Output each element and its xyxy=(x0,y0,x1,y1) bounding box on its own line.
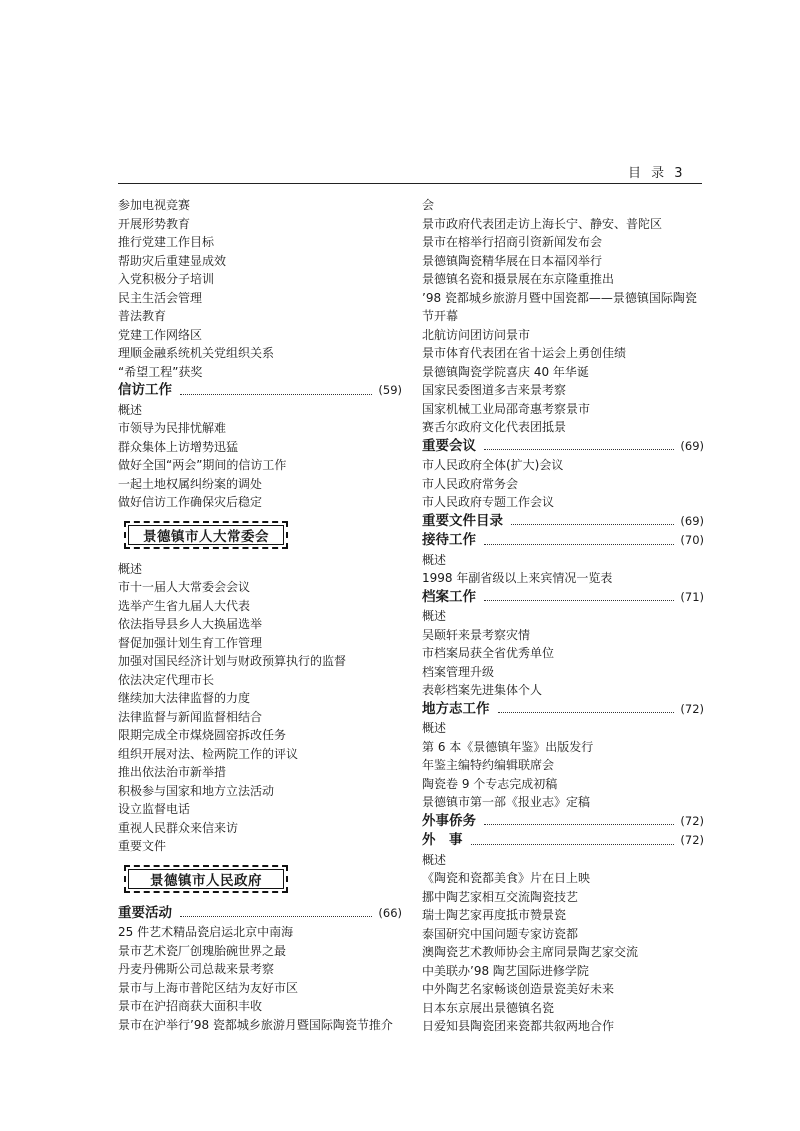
entry-title: 地方志工作 xyxy=(422,700,490,717)
toc-item[interactable]: 选举产生省九届人大代表 xyxy=(118,598,251,613)
toc-item[interactable]: 国家民委图道多吉来景考察 xyxy=(422,383,567,397)
toc-item[interactable]: 重视人民群众来信来访 xyxy=(118,820,239,835)
leader-dots xyxy=(180,393,372,395)
toc-item[interactable]: 会 xyxy=(422,198,435,212)
toc-item[interactable]: 做好全国“两会”期间的信访工作 xyxy=(118,458,287,472)
toc-item[interactable]: 表彰档案先进集体个人 xyxy=(422,683,543,697)
toc-item[interactable]: “希望工程”获奖 xyxy=(118,364,203,379)
toc-item[interactable]: 景市政府代表团走访上海长宁、静安、普陀区 xyxy=(422,216,663,231)
toc-item[interactable]: 日本东京展出景德镇名瓷 xyxy=(422,1000,555,1015)
entry-page: (69) xyxy=(680,513,704,528)
toc-item[interactable]: 推出依法治市新举措 xyxy=(118,765,227,779)
leader-dots xyxy=(484,599,674,601)
toc-item[interactable]: 依法决定代理市长 xyxy=(118,672,215,687)
toc-item[interactable]: 普法教育 xyxy=(118,309,167,323)
toc-item[interactable]: 党建工作网络区 xyxy=(118,327,203,342)
leader-dots xyxy=(511,523,674,525)
entry-page: (71) xyxy=(680,589,704,604)
toc-item[interactable]: 市人民政府全体(扩大)会议 xyxy=(422,458,564,472)
toc-item[interactable]: 国家机械工业局邵奇惠考察景市 xyxy=(422,401,591,416)
toc-item[interactable]: 泰国研究中国问题专家访瓷都 xyxy=(422,926,579,941)
toc-item[interactable]: 丹麦丹佛斯公司总裁来景考察 xyxy=(118,962,275,976)
toc-item[interactable]: 景德镇市第一部《报业志》定稿 xyxy=(422,795,591,809)
toc-item[interactable]: 群众集体上访增势迅猛 xyxy=(118,439,239,454)
dangan-list xyxy=(422,607,704,700)
zhongyao-list xyxy=(118,923,402,1034)
toc-item[interactable]: 景德镇陶瓷精华展在日本福冈举行 xyxy=(422,253,603,268)
toc-item[interactable]: 1998 年副省级以上来宾情况一览表 xyxy=(422,571,613,585)
toc-right-column xyxy=(422,196,704,1036)
toc-item[interactable]: 入党积极分子培训 xyxy=(118,272,215,286)
toc-entry-xinfang[interactable] xyxy=(118,381,402,401)
toc-item[interactable]: 概述 xyxy=(422,721,447,735)
toc-item[interactable]: 督促加强计划生育工作管理 xyxy=(118,635,263,650)
entry-title: 重要活动 xyxy=(118,904,172,921)
toc-item[interactable]: 限期完成全市煤烧圆窑拆改任务 xyxy=(118,728,287,742)
toc-item[interactable]: 做好信访工作确保灾后稳定 xyxy=(118,495,263,509)
toc-item[interactable]: 概述 xyxy=(422,609,447,623)
entry-title: 信访工作 xyxy=(118,382,172,398)
toc-item[interactable]: 一起土地权属纠纷案的调处 xyxy=(118,476,263,491)
toc-item[interactable]: 理顺金融系统机关党组织关系 xyxy=(118,346,275,360)
toc-item[interactable]: 组织开展对法、检两院工作的评议 xyxy=(118,746,299,761)
toc-item[interactable]: 重要文件 xyxy=(118,839,167,853)
toc-item[interactable]: 陶瓷卷 9 个专志完成初稿 xyxy=(422,776,558,791)
toc-item[interactable]: 概述 xyxy=(422,552,447,567)
toc-entry-zhongyao-huodong[interactable] xyxy=(118,904,402,924)
toc-item[interactable]: 吴颐轩来景考察灾情 xyxy=(422,627,531,642)
toc-item[interactable]: 设立监督电话 xyxy=(118,802,191,816)
section-band-renda xyxy=(124,521,288,549)
entry-title: 外 事 xyxy=(422,832,463,848)
toc-entry-dangan[interactable] xyxy=(422,588,704,608)
toc-item[interactable]: 年鉴主编特约编辑联席会 xyxy=(422,758,555,772)
toc-item[interactable]: 加强对国民经济计划与财政预算执行的监督 xyxy=(118,654,347,668)
renda-list xyxy=(118,560,402,856)
toc-item[interactable]: 中外陶艺名家畅谈创造景瓷美好未来 xyxy=(422,982,615,996)
entry-title: 接待工作 xyxy=(422,532,476,548)
section-band-zhengfu xyxy=(124,865,288,893)
toc-item[interactable]: 赛舌尔政府文化代表团抵景 xyxy=(422,420,567,434)
jiedai-list xyxy=(422,551,704,588)
entry-page: (69) xyxy=(680,438,704,453)
toc-item[interactable]: 参加电视竞赛 xyxy=(118,198,191,212)
toc-item[interactable]: 民主生活会管理 xyxy=(118,290,203,305)
xinfang-list xyxy=(118,401,402,512)
toc-item[interactable]: 帮助灾后重建显成效 xyxy=(118,253,227,268)
toc-item[interactable]: 积极参与国家和地方立法活动 xyxy=(118,783,275,798)
entry-title: 外事侨务 xyxy=(422,812,476,829)
waishi-list xyxy=(422,851,704,1036)
entry-title: 重要会议 xyxy=(422,437,476,454)
toc-item[interactable]: 景市在榕举行招商引资新闻发布会 xyxy=(422,235,603,249)
entry-title: 重要文件目录 xyxy=(422,512,503,529)
toc-entry-jiedai[interactable] xyxy=(422,531,704,551)
toc-item[interactable]: 中美联办’98 陶艺国际进修学院 xyxy=(422,963,589,978)
entry-page: (72) xyxy=(680,833,704,847)
page-header-title: 目 录 3 xyxy=(628,166,686,181)
section-band-label: 景德镇市人民政府 xyxy=(150,872,262,889)
entry-title: 档案工作 xyxy=(422,588,476,605)
toc-item[interactable]: 市十一届人大常委会会议 xyxy=(118,580,251,594)
entry-page: (70) xyxy=(680,533,704,547)
toc-item[interactable]: 市人民政府常务会 xyxy=(422,476,519,491)
toc-item[interactable]: 概述 xyxy=(422,852,447,867)
toc-item[interactable]: 景德镇陶瓷学院喜庆 40 年华诞 xyxy=(422,364,589,379)
toc-item[interactable]: 继续加大法律监督的力度 xyxy=(118,691,251,705)
toc-entry-huiyi[interactable] xyxy=(422,437,704,457)
leader-dots xyxy=(180,915,372,917)
toc-item[interactable]: 景市体育代表团在省十运会上勇创佳绩 xyxy=(422,346,627,360)
toc-item[interactable]: 市档案局获全省优秀单位 xyxy=(422,646,555,660)
difangzhi-list xyxy=(422,719,704,812)
right-top-list xyxy=(422,196,704,437)
toc-item[interactable]: 开展形势教育 xyxy=(118,216,191,231)
toc-item[interactable]: 25 件艺术精品瓷启运北京中南海 xyxy=(118,925,294,939)
toc-item[interactable]: 概述 xyxy=(118,561,143,576)
toc-item[interactable]: 《陶瓷和瓷都美食》片在日上映 xyxy=(422,871,591,885)
toc-item[interactable]: 第 6 本《景德镇年鉴》出版发行 xyxy=(422,739,594,754)
toc-entry-qiaowu[interactable] xyxy=(422,812,704,832)
leader-dots xyxy=(484,823,674,825)
toc-item[interactable]: 法律监督与新闻监督相结合 xyxy=(118,709,263,724)
toc-entry-waishi[interactable] xyxy=(422,831,704,851)
entry-page: (59) xyxy=(378,383,402,397)
toc-item[interactable]: 市领导为民排忧解难 xyxy=(118,421,227,435)
toc-item[interactable]: ’98 瓷都城乡旅游月暨中国瓷都——景德镇国际陶瓷 xyxy=(422,290,697,305)
left-top-list xyxy=(118,196,402,381)
toc-item[interactable]: 日爱知县陶瓷团来瓷都共叙两地合作 xyxy=(422,1019,615,1033)
huiyi-list xyxy=(422,456,704,512)
section-band-label: 景德镇市人大常委会 xyxy=(143,528,269,545)
toc-item[interactable]: 推行党建工作目标 xyxy=(118,235,215,249)
toc-item[interactable]: 景市艺术瓷厂创瑰胎碗世界之最 xyxy=(118,943,287,958)
toc-left-column xyxy=(118,196,402,1034)
toc-item[interactable]: 景市与上海市普陀区结为友好市区 xyxy=(118,980,299,995)
leader-dots xyxy=(471,843,675,845)
toc-item[interactable]: 景德镇名瓷和摄景展在东京隆重推出 xyxy=(422,272,615,286)
toc-item[interactable]: 澳陶瓷艺术教师协会主席同景陶艺家交流 xyxy=(422,945,639,959)
toc-item[interactable]: 节开幕 xyxy=(422,309,459,323)
toc-item[interactable]: 北航访问团访问景市 xyxy=(422,327,531,342)
entry-page: (72) xyxy=(680,701,704,716)
leader-dots xyxy=(484,448,674,450)
toc-entry-wenjian[interactable] xyxy=(422,512,704,532)
toc-item[interactable]: 概述 xyxy=(118,402,143,417)
entry-page: (72) xyxy=(680,813,704,828)
entry-page: (66) xyxy=(378,905,402,920)
toc-item[interactable]: 依法指导县乡人大换届选举 xyxy=(118,617,263,631)
toc-item[interactable]: 瑞士陶艺家再度抵市赞景瓷 xyxy=(422,908,567,922)
leader-dots xyxy=(484,543,674,545)
toc-item[interactable]: 挪中陶艺家相互交流陶瓷技艺 xyxy=(422,889,579,904)
toc-item[interactable]: 市人民政府专题工作会议 xyxy=(422,495,555,509)
toc-entry-difangzhi[interactable] xyxy=(422,700,704,720)
header-rule xyxy=(118,183,702,184)
leader-dots xyxy=(498,711,675,713)
toc-item[interactable]: 景市在沪举行’98 瓷都城乡旅游月暨国际陶瓷节推介 xyxy=(118,1017,393,1032)
toc-item[interactable]: 景市在沪招商获大面积丰收 xyxy=(118,999,263,1013)
toc-item[interactable]: 档案管理升级 xyxy=(422,664,495,679)
